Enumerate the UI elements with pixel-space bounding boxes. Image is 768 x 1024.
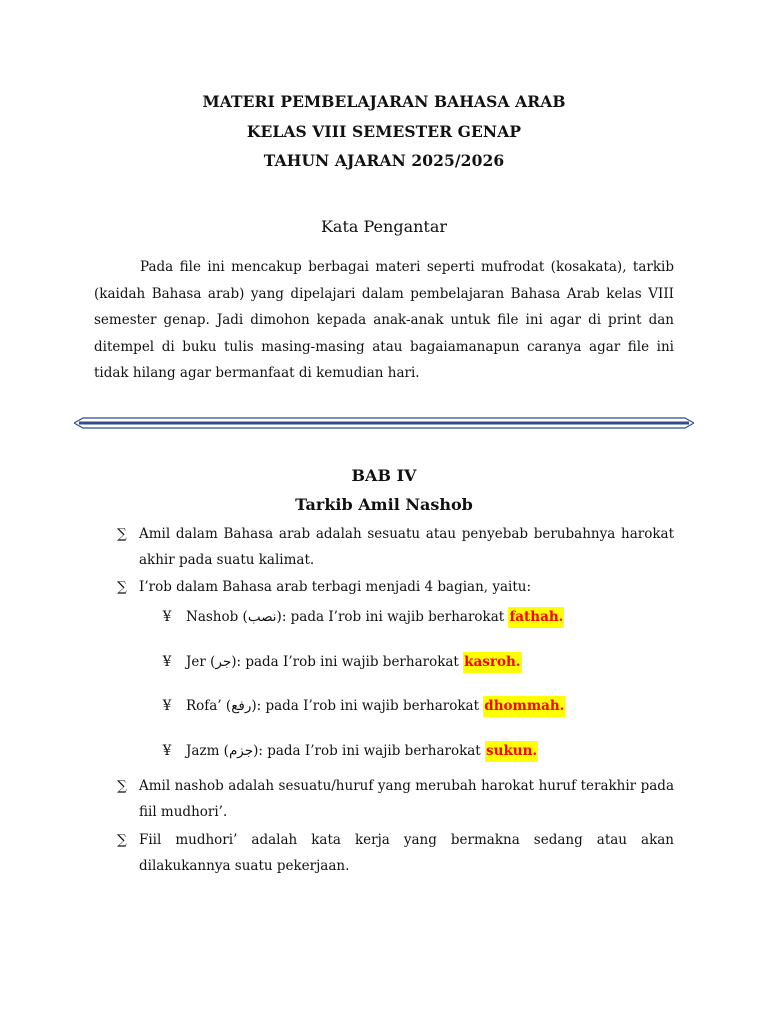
yen-bullet-icon: ¥ [162,609,172,625]
title-line-1: MATERI PEMBELAJARAN BAHASA ARAB [202,92,566,111]
document-title [0,87,768,176]
sigma-bullet-icon: ∑ [117,777,127,794]
list-item [94,773,674,825]
title-line-3: TAHUN AJARAN 2025/2026 [263,151,505,170]
sublist-item-text: Jer (جر): pada I’rob ini wajib berharokat [186,653,464,670]
chapter-number: BAB IV [351,466,417,485]
chapter-title: Tarkib Amil Nashob [295,495,473,514]
sigma-bullet-icon: ∑ [117,526,127,542]
title-line-2: KELAS VIII SEMESTER GENAP [246,121,522,141]
foreword-paragraph [94,254,674,387]
sigma-bullet-icon: ∑ [117,831,127,848]
list-item [94,827,674,879]
list-item [94,574,674,600]
chapter-heading [0,462,768,520]
yen-bullet-icon: ¥ [162,653,172,670]
section-divider [74,416,694,430]
highlighted-harokat: kasroh. [463,652,521,673]
sublist-item-text: Nashob (نصب): pada I’rob ini wajib berharokat [186,609,509,625]
list-item-text: I’rob dalam Bahasa arab terbagi menjadi 4 bagian, yaitu: [139,579,532,595]
yen-bullet-icon: ¥ [162,742,172,759]
sigma-bullet-icon: ∑ [117,579,127,595]
foreword-heading: Kata Pengantar [320,217,448,236]
sublist-item-text: Jazm (جزم): pada I’rob ini wajib berharokat [186,742,486,759]
bullet-list [94,521,674,879]
list-item-text: Fiil mudhori’ adalah kata kerja yang bermakna sedang atau akan dilakukannya suatu pekerjaan. [139,831,674,874]
sublist-item-jazm [94,739,674,763]
foreword-text: Pada file ini mencakup berbagai materi seperti mufrodat (kosakata), tarkib (kaidah Bahasa arab) yang dipelajari dalam pembelajaran Bahasa Arab kelas VIII semester genap. Jadi dimohon kepada anak-anak untuk file ini agar di print dan ditempel di buku tulis masing-masing atau bagaiamanapun caranya agar file ini tidak hilang agar bermanfaat di kemudian hari. [94,259,674,381]
list-item-text: Amil dalam Bahasa arab adalah sesuatu atau penyebab berubahnya harokat akhir pada suatu kalimat. [139,526,674,568]
sublist-item-text: Rofa’ (رفع): pada I’rob ini wajib berharokat [186,698,484,714]
irob-sublist [94,605,674,763]
highlighted-harokat: dhommah. [483,696,565,717]
highlighted-harokat: sukun. [485,741,538,762]
list-item [94,521,674,573]
sublist-item-nashob [94,605,674,629]
highlighted-harokat: fathah. [508,607,564,628]
sublist-item-jer [94,650,674,674]
list-item-text: Amil nashob adalah sesuatu/huruf yang merubah harokat huruf terakhir pada fiil mudhori’. [139,777,674,820]
sublist-item-rofa [94,694,674,718]
yen-bullet-icon: ¥ [162,698,172,714]
